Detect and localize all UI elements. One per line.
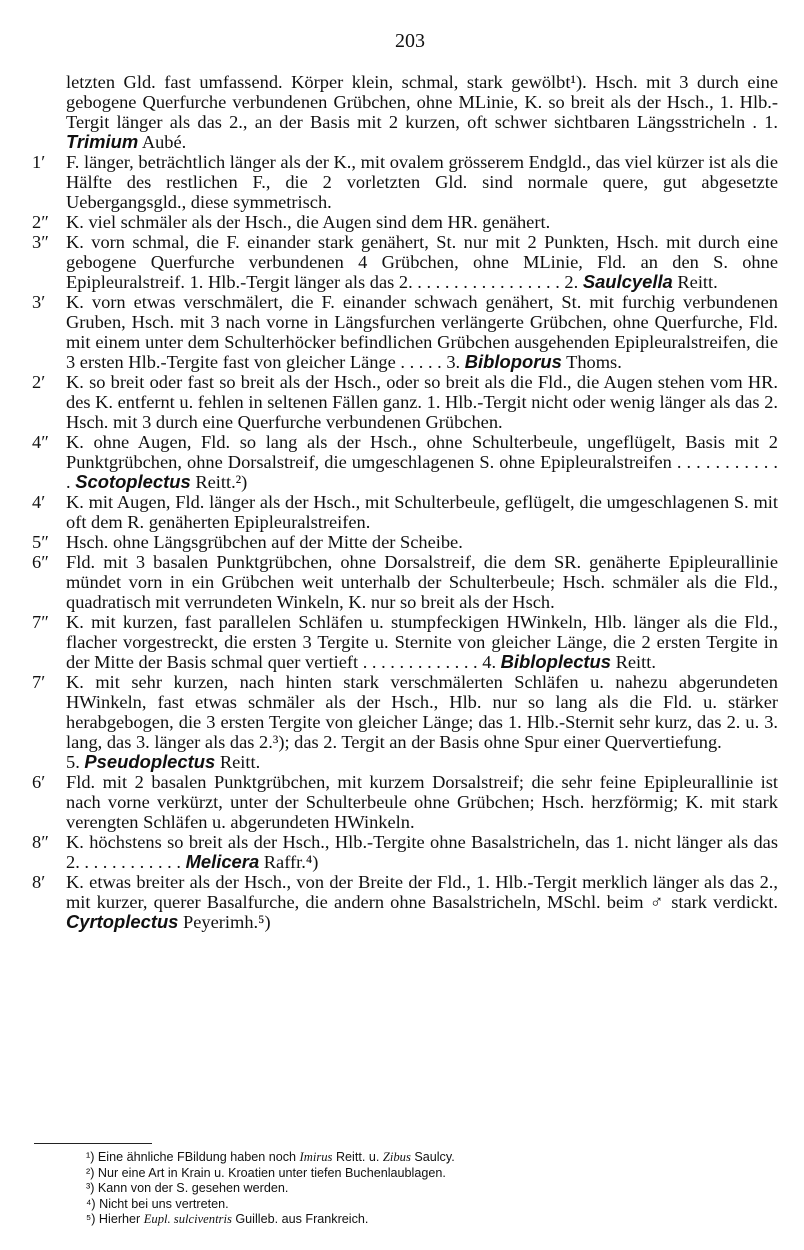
couplet-number: 2″ — [32, 212, 49, 232]
couplet-number: 3′ — [32, 292, 46, 312]
footnote-text: Eine ähnliche FBildung haben noch — [97, 1150, 297, 1164]
key-entry — [32, 772, 778, 832]
genus-name: Trimium — [66, 131, 139, 152]
footnote — [86, 1197, 686, 1213]
key-entry — [32, 832, 778, 872]
key-entry — [32, 872, 778, 932]
footnote-text: Nicht bei uns vertreten. — [99, 1196, 229, 1211]
couplet-number: 4″ — [32, 432, 49, 452]
couplet-number: 4′ — [32, 492, 46, 512]
key-entry — [32, 232, 778, 292]
footnote-separator — [34, 1143, 152, 1144]
couplet-number: 3″ — [32, 232, 49, 252]
footnote-text: Guilleb. aus Frankreich. — [235, 1212, 369, 1226]
genus-author: Reitt.²) — [195, 472, 248, 492]
genus-name: Bibloporus — [464, 351, 562, 372]
genus-author: Reitt. — [677, 272, 718, 292]
entry-text: K. viel schmäler als der Hsch., die Augen sind dem HR. genähert. — [66, 212, 551, 232]
genus-author: Thoms. — [566, 352, 622, 372]
key-entry — [32, 492, 778, 532]
entry-text: K. mit sehr kurzen, nach hinten stark verschmälerten Schläfen u. nahezu abgerundeten HWinkeln, fast etwas schmäler als der Hsch., Hlb. nur so lang als die Fld. u. stärker herabgebogen, die 3 ersten Tergite von gleicher Länge; das 1. Hlb.-Sternit sehr kurz, das 2. u. 3. lang, das 3. länger als das 2.³); das 2. Tergit an der Basis ohne Spur einer Quervertiefung. — [66, 672, 778, 752]
footnote-text: Reitt. u. — [335, 1150, 380, 1164]
genus-author: Peyerimh.⁵) — [183, 912, 271, 932]
footnote-text: Saulcy. — [414, 1150, 455, 1164]
genus-author: Raffr.⁴) — [263, 852, 319, 872]
footnote-mark: ⁵) — [86, 1212, 96, 1226]
entry-text: K. etwas breiter als der Hsch., von der Breite der Fld., 1. Hlb.-Tergit merklich länger als das 2., mit kurzer, querer Basalfurche, die andern ohne Basalstricheln, MSchl. beim ♂ stark verdickt. — [66, 872, 778, 912]
genus-name: Bibloplectus — [500, 651, 612, 672]
key-entry — [32, 152, 778, 212]
entry-text: K. höchstens so breit als der Hsch., Hlb.-Tergite ohne Basalstricheln, das 1. nicht länger als das 2. . . . . . . . . . . . — [66, 832, 778, 872]
key-entry — [32, 612, 778, 672]
entry-text: letzten Gld. fast umfassend. Körper klein, schmal, stark gewölbt¹). Hsch. mit 3 durch eine gebogene Querfurche verbundenen Grübchen, ohne MLinie, K. so breit als der Hsch., 1. Hlb.-Tergit länger als das 2., an der Basis mit 2 kurzen, oft schwer sichtbaren Längsstricheln . 1. — [66, 72, 778, 132]
entry-text: K. vorn schmal, die F. einander stark genähert, St. nur mit 2 Punkten, Hsch. mit durch eine gebogene Querfurche verbundenen 4 Grübchen, ohne MLinie, Fld. an den S. ohne Epipleuralstreif. 1. Hlb.-Tergit länger als das 2. . . . . . . . . . . . . . . . . 2. — [66, 232, 778, 292]
footnotes — [86, 1150, 686, 1228]
key-entry — [32, 432, 778, 492]
footnote-mark: ³) — [86, 1181, 95, 1195]
couplet-number: 8″ — [32, 832, 49, 852]
entry-text: K. so breit oder fast so breit als der Hsch., oder so breit als die Fld., die Augen stehen vom HR. des K. entfernt u. fehlen in seltenen Fällen ganz. 1. Hlb.-Tergit nicht oder wenig länger als das 2. Hsch. mit 3 durch eine Querfurche verbundenen Grübchen. — [66, 372, 778, 432]
couplet-number: 7′ — [32, 672, 46, 692]
genus-line — [66, 752, 778, 772]
entry-text: F. länger, beträchtlich länger als der K., mit ovalem grösserem Endgld., das viel kürzer ist als die Hälfte des restlichen F., die 2 vorletzten Gld. sind normale quere, gut abgesetzte Uebergangsgld., diese symmetrisch. — [66, 152, 778, 212]
couplet-number: 5″ — [32, 532, 49, 552]
couplet-number: 7″ — [32, 612, 49, 632]
couplet-number: 1′ — [32, 152, 46, 172]
genus-author: Aubé. — [141, 132, 187, 152]
entry-text: K. mit Augen, Fld. länger als der Hsch., mit Schulterbeule, geflügelt, die umgeschlagenen S. mit oft dem R. genäherten Epipleuralstreifen. — [66, 492, 778, 532]
entry-text: Fld. mit 3 basalen Punktgrübchen, ohne Dorsalstreif, die dem SR. genäherte Epipleurallinie mündet vorn in ein Grübchen weit unterhalb der Schulterbeule; Hsch. schmäler als die Fld., quadratisch mit verrundeten Winkeln, K. nur so breit als der Hsch. — [66, 552, 778, 612]
genus-name: Pseudoplectus — [84, 751, 216, 772]
genus-name: Melicera — [185, 851, 260, 872]
key-entry — [66, 72, 778, 152]
key-entry — [32, 532, 778, 552]
entry-text: Hsch. ohne Längsgrübchen auf der Mitte der Scheibe. — [66, 532, 463, 552]
footnote-text: Nur eine Art in Krain u. Kroatien unter tiefen Buchenlaublagen. — [97, 1165, 446, 1180]
genus-name: Scotoplectus — [75, 471, 191, 492]
key-entry — [32, 292, 778, 372]
couplet-number: 2′ — [32, 372, 46, 392]
entry-text: K. mit kurzen, fast parallelen Schläfen u. stumpfeckigen HWinkeln, Hlb. länger als die Fld., flacher vorgestreckt, die ersten 3 Tergite u. Sternite von gleicher Länge, die 2 ersten Tergite in der Mitte der Basis schmal quer vertieft . . . . . . . . . . . . . 4. — [66, 612, 778, 672]
key-body — [32, 72, 778, 932]
genus-author: Reitt. — [615, 652, 656, 672]
key-entry — [32, 372, 778, 432]
footnote-text: Kann von der S. gesehen werden. — [97, 1181, 289, 1195]
footnote — [86, 1150, 686, 1166]
footnote-mark: ¹) — [86, 1150, 95, 1164]
footnote-genus: Eupl. sulciventris — [143, 1212, 232, 1226]
key-entry — [32, 212, 778, 232]
couplet-number: 6′ — [32, 772, 46, 792]
key-entry — [32, 552, 778, 612]
footnote-genus: Zibus — [382, 1150, 411, 1164]
genus-name: Cyrtoplectus — [66, 911, 179, 932]
footnote-text: Hierher — [98, 1212, 141, 1226]
footnote — [86, 1181, 686, 1197]
footnote-genus: Imirus — [299, 1150, 333, 1164]
couplet-number: 6″ — [32, 552, 49, 572]
genus-index: 5. — [66, 752, 80, 772]
entry-text: K. vorn etwas verschmälert, die F. einander schwach genähert, St. mit furchig verbundenen Gruben, Hsch. mit 3 nach vorne in Längsfurchen verlängerte Grübchen, ohne Querfurche, Fld. mit einem unter dem Schulterhöcker befindlichen Grübchen ausgehenden Epipleuralstreifen, die 3 ersten Hlb.-Tergite fast von gleicher Länge . . . . . 3. — [66, 292, 778, 372]
couplet-number: 8′ — [32, 872, 46, 892]
footnote-mark: ⁴) — [86, 1196, 96, 1211]
entry-text: K. ohne Augen, Fld. so lang als der Hsch., ohne Schulterbeule, ungeflügelt, Basis mit 2 Punktgrübchen, ohne Dorsalstreif, die umgeschlagenen S. ohne Epipleuralstreifen . . . . . . . . . . . . — [66, 432, 778, 492]
genus-author: Reitt. — [219, 752, 261, 772]
footnote — [86, 1166, 686, 1182]
entry-text: Fld. mit 2 basalen Punktgrübchen, mit kurzem Dorsalstreif; die sehr feine Epipleurallinie ist nach vorne verkürzt, unter der Schulterbeule ohne Grübchen; Hsch. herzförmig; K. mit stark verengten Schläfen u. abgerundeten HWinkeln. — [66, 772, 778, 832]
footnote-mark: ²) — [86, 1165, 95, 1180]
key-entry — [32, 672, 778, 772]
footnote — [86, 1212, 686, 1228]
genus-name: Saulcyella — [582, 271, 673, 292]
page-number: 203 — [395, 30, 425, 52]
